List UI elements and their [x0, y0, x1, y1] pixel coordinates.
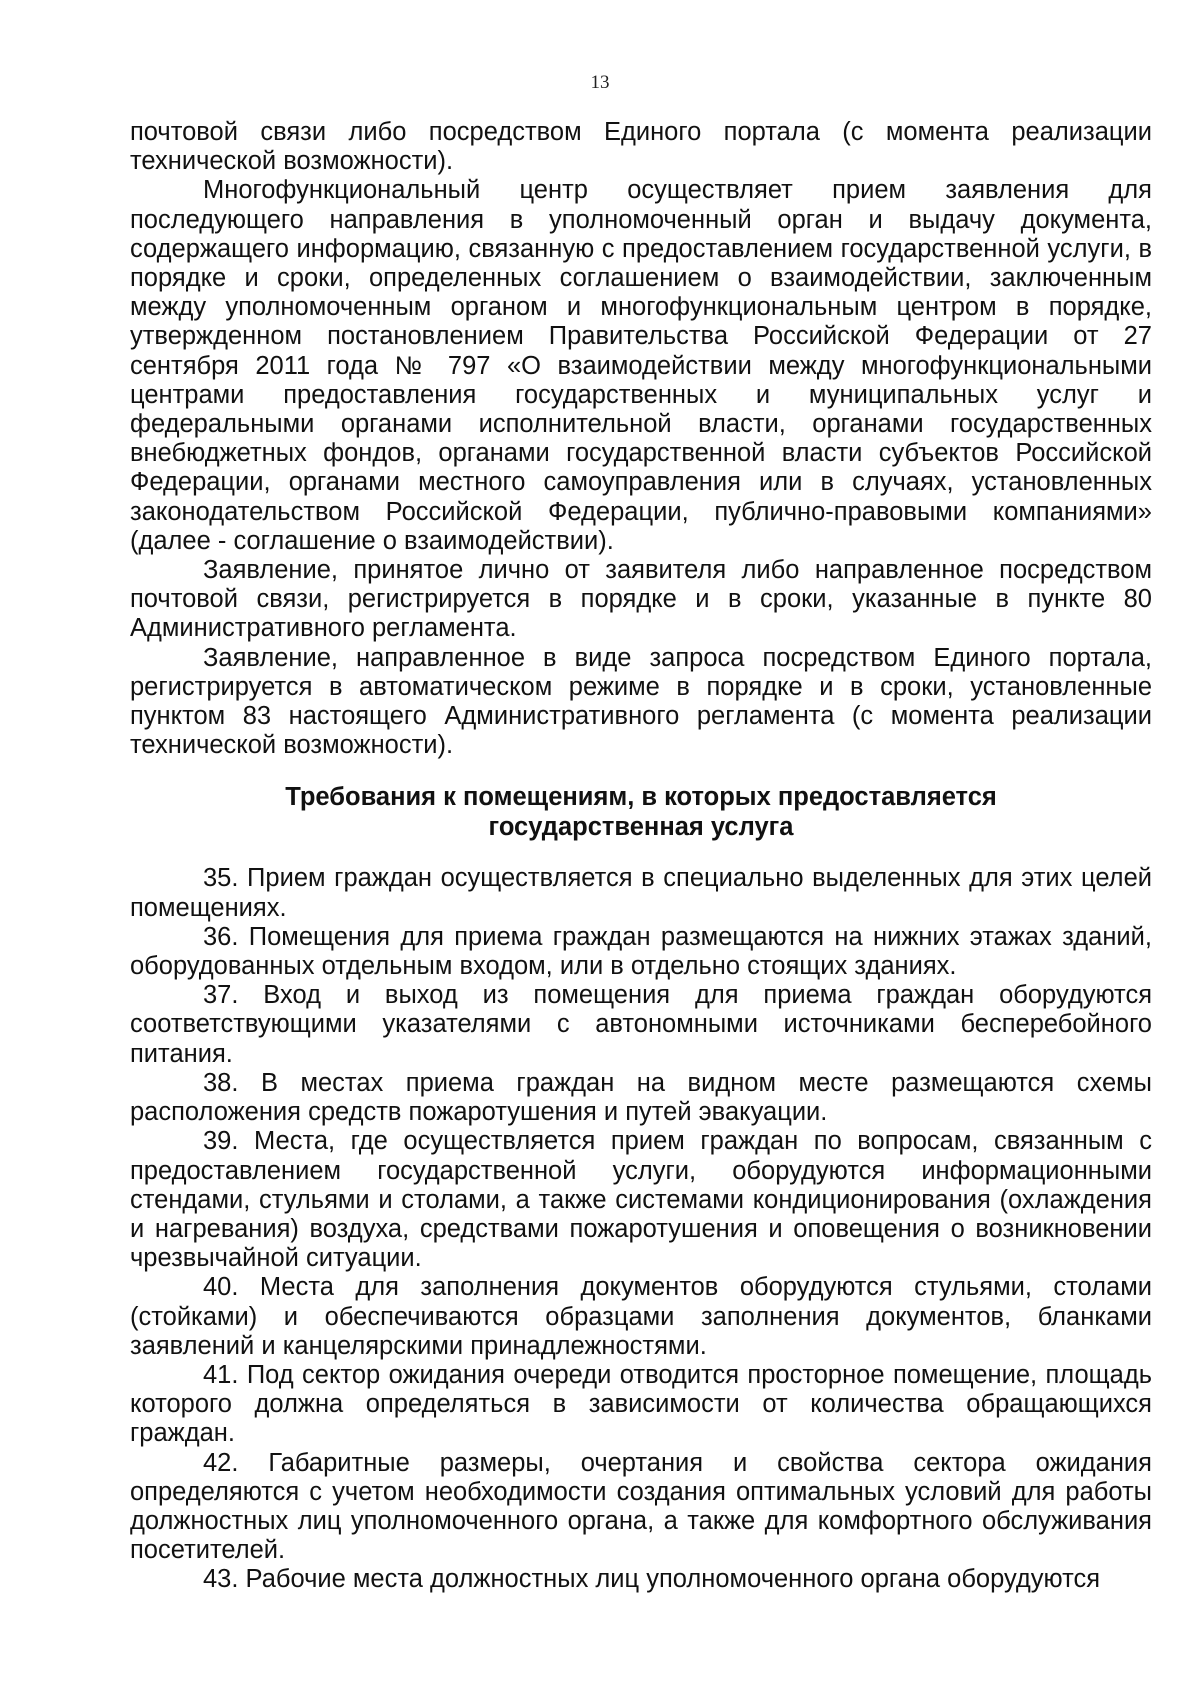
paragraph: Заявление, принятое лично от заявителя либо направленное посредством почтовой связи, регистрируется в порядке и в сроки, указанные в пункте 80 Административного регламента. — [130, 556, 1152, 643]
numbered-paragraph: 35. Прием граждан осуществляется в специально выделенных для этих целей помещениях. — [130, 864, 1152, 922]
numbered-paragraph: 41. Под сектор ожидания очереди отводится просторное помещение, площадь которого должна определяться в зависимости от количества обращающихся граждан. — [130, 1360, 1152, 1448]
section-heading-line: государственная услуга — [488, 813, 794, 842]
numbered-paragraph: 42. Габаритные размеры, очертания и свойства сектора ожидания определяются с учетом необходимости создания оптимальных условий для работы должностных лиц уполномоченного органа, а также для комфортного обслуживания посетителей. — [130, 1448, 1152, 1565]
section-heading-line: Требования к помещениям, в которых предоставляется — [285, 783, 997, 812]
page-number: 13 — [590, 72, 610, 93]
numbered-paragraph: 36. Помещения для приема граждан размещаются на нижних этажах зданий, оборудованных отдельным входом, или в отдельно стоящих зданиях. — [130, 922, 1152, 981]
paragraph: Многофункциональный центр осуществляет прием заявления для последующего направления в уполномоченный орган и выдачу документа, содержащего информацию, связанную с предоставлением государственной услуги, в порядке и сроки, определенных соглашением о взаимодействии, заключенным между уполномоченным органом и многофункциональным центром в порядке, утвержденном постановлением Правительства Российской Федерации от 27 сентября 2011 года № 797 «О взаимодействии между многофункциональными центрами предоставления государственных и муниципальных услуг и федеральными органами исполнительной власти, органами государственных внебюджетных фондов, органами государственной власти субъектов Российской Федерации, органами местного самоуправления или в случаях, установленных законодательством Российской Федерации, публично-правовыми компаниями» (далее - соглашение о взаимодействии). — [130, 176, 1152, 555]
numbered-paragraph: 40. Места для заполнения документов оборудуются стульями, столами (стойками) и обеспечиваются образцами заполнения документов, бланками заявлений и канцелярскими принадлежностями. — [130, 1273, 1152, 1360]
numbered-paragraph: 43. Рабочие места должностных лиц уполномоченного органа оборудуются — [203, 1565, 1101, 1594]
document-body — [130, 118, 1152, 1595]
paragraph: почтовой связи либо посредством Единого портала (с момента реализации технической возможности). — [130, 118, 1152, 176]
numbered-paragraph: 39. Места, где осуществляется прием граждан по вопросам, связанным с предоставлением государственной услуги, оборудуются информационными стендами, стульями и столами, а также системами кондиционирования (охлаждения и нагревания) воздуха, средствами пожаротушения и оповещения о возникновении чрезвычайной ситуации. — [130, 1127, 1152, 1273]
numbered-paragraph: 38. В местах приема граждан на видном месте размещаются схемы расположения средств пожаротушения и путей эвакуации. — [130, 1068, 1152, 1127]
numbered-paragraph: 37. Вход и выход из помещения для приема граждан оборудуются соответствующими указателями с автономными источниками бесперебойного питания. — [130, 981, 1152, 1068]
paragraph: Заявление, направленное в виде запроса посредством Единого портала, регистрируется в автоматическом режиме в порядке и в сроки, установленные пунктом 83 настоящего Административного регламента (с момента реализации технической возможности). — [130, 643, 1152, 760]
section-heading — [130, 782, 1152, 842]
